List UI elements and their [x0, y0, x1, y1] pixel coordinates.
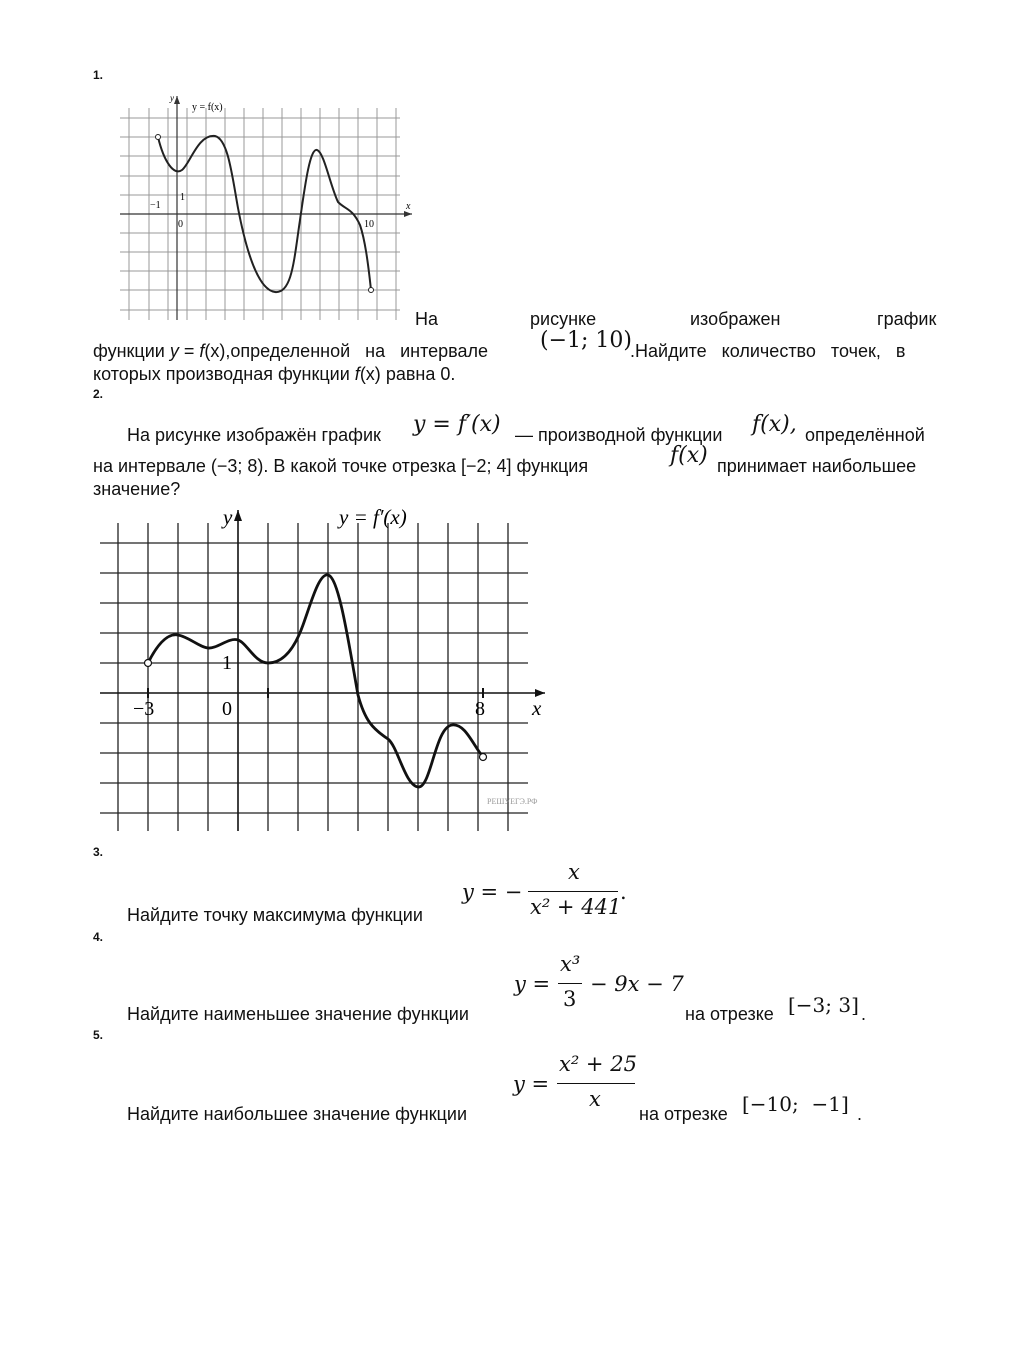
task-1-axis-y: y: [170, 93, 174, 103]
task-5-segment-label: на отрезке: [639, 1104, 728, 1124]
task-2-axis-x: x: [532, 696, 542, 720]
task-2-tick-neg3: −3: [133, 698, 155, 720]
task-1-graph-label: y = f(x): [192, 102, 223, 113]
task-1-tick-0: 0: [178, 219, 183, 230]
task-3-text: Найдите точку максимума функции: [127, 905, 423, 925]
task-4-text: Найдите наименьшее значение функции: [127, 1004, 469, 1024]
task-5-tail: .: [857, 1104, 863, 1124]
task-2-tick-1: 1: [222, 652, 232, 674]
task-5-formula: y = x² + 25 x: [513, 1052, 637, 1111]
task-1-graph: [120, 90, 420, 330]
task-4-segment: [−3; 3]: [788, 993, 859, 1017]
task-2-formula-f: f(x),: [752, 412, 797, 437]
task-1-tick-neg1: −1: [150, 200, 161, 211]
task-2-formula-f-2: f(x): [670, 443, 708, 468]
task-2-line-2-end: принимает наибольшее: [717, 456, 917, 476]
task-2-graph-label: y = f′(x): [339, 505, 407, 529]
task-2-number: 2.: [93, 387, 104, 401]
task-2-line-1-start: На рисунке изображён график: [127, 425, 381, 445]
task-5-number: 5.: [93, 1028, 104, 1042]
task-2-line-1-end: определённой: [805, 425, 925, 445]
task-2-tick-8: 8: [475, 698, 485, 720]
task-2-formula-derivative: y = f′(x): [413, 412, 501, 437]
task-2-curve: [148, 575, 483, 787]
task-1-line-2: функции y = f(x),определенной на интервале: [93, 341, 489, 361]
task-1-word-3: изображен: [690, 309, 781, 329]
task-1-number: 1.: [93, 68, 104, 82]
task-4-formula: y = x³ 3 − 9x − 7: [514, 952, 684, 1011]
task-1-word-2: рисунке: [530, 309, 597, 329]
task-1-word-4: график: [877, 309, 937, 329]
task-2-line-3: значение?: [93, 479, 181, 499]
task-2-line-1-mid: — производной функции: [515, 425, 723, 445]
task-2-line-2-start: на интервале (−3; 8). В какой точке отрезка [−2; 4] функция: [93, 456, 589, 476]
task-2-graph: [95, 505, 555, 835]
task-5-segment: [−10; −1]: [742, 1092, 849, 1116]
task-1-line-3: которых производная функции f(x) равна 0.: [93, 364, 456, 384]
task-1-axis-x: x: [406, 201, 411, 212]
task-4-tail: .: [861, 1004, 867, 1024]
task-2-tick-0: 0: [222, 698, 232, 720]
task-2-axis-y: y: [223, 505, 233, 529]
task-2-grid: [100, 523, 528, 831]
task-5-text: Найдите наибольшее значение функции: [127, 1104, 467, 1124]
task-1-line-2-end: .Найдите количество точек, в: [630, 341, 906, 361]
task-4-segment-label: на отрезке: [685, 1004, 774, 1024]
task-1-interval: (−1; 10): [540, 328, 632, 353]
task-1-tick-10: 10: [364, 219, 374, 230]
task-4-number: 4.: [93, 930, 104, 944]
task-2-watermark: РЕШУЕГЭ.РФ: [487, 797, 538, 806]
task-3-formula: y = − x x² + 441 .: [462, 860, 627, 919]
task-1-tick-1: 1: [180, 192, 185, 203]
task-3-number: 3.: [93, 845, 104, 859]
task-1-word-1: На: [415, 309, 439, 329]
